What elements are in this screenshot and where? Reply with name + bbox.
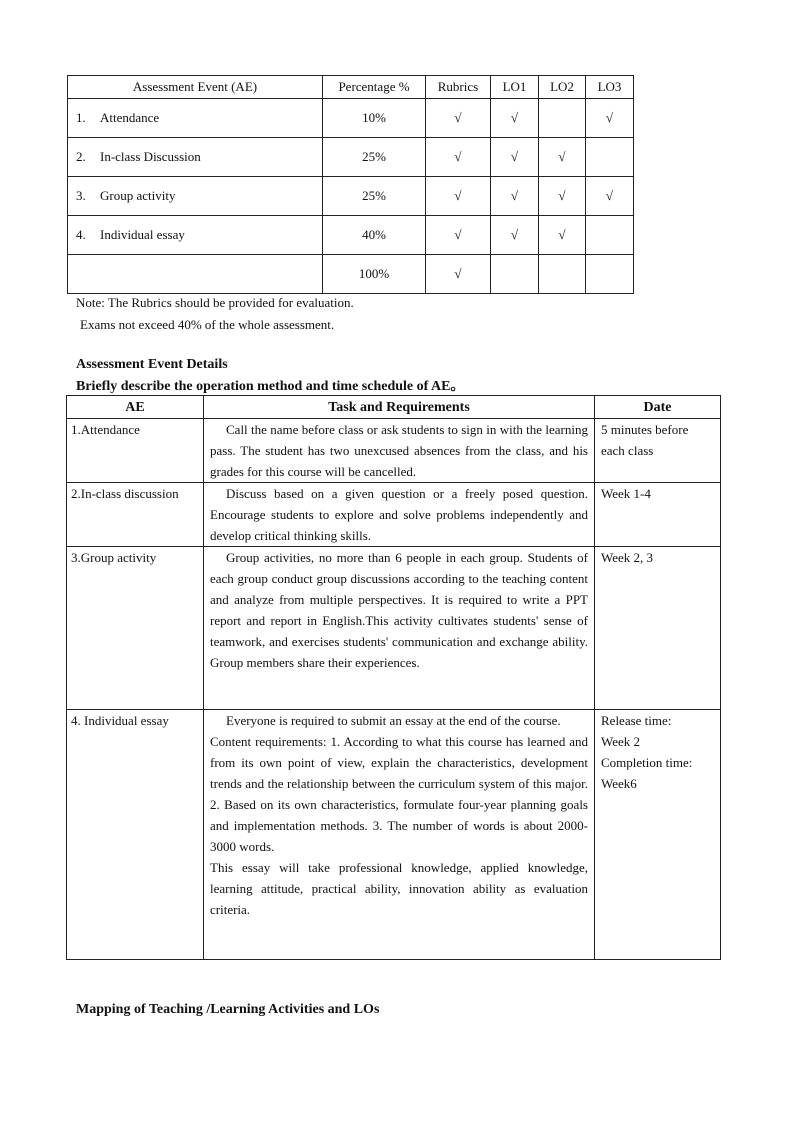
table-row	[68, 138, 634, 177]
event-cell	[68, 255, 323, 294]
lo1-cell: √	[491, 177, 539, 216]
lo3-cell	[586, 138, 634, 177]
table-row	[67, 419, 721, 483]
event-number: 3.	[76, 188, 86, 203]
lo1-cell	[491, 255, 539, 294]
event-cell	[68, 138, 323, 177]
event-number: 2.	[76, 149, 86, 164]
lo2-cell	[539, 255, 586, 294]
date-line: Release time:	[601, 713, 672, 728]
event-cell	[68, 216, 323, 255]
ae-cell: 2.In-class discussion	[67, 483, 204, 547]
event-name: In-class Discussion	[100, 149, 201, 164]
header-cell: LO1	[491, 76, 539, 99]
ae-cell: 1.Attendance	[67, 419, 204, 483]
task-cell	[204, 547, 595, 710]
rubrics-cell: √	[426, 255, 491, 294]
date-line: 5 minutes before each class	[601, 422, 689, 458]
task-paragraph: This essay will take professional knowledge, applied knowledge, learning attitude, practical ability, innovation ability as evaluation criteria.	[210, 860, 588, 917]
header-cell: Assessment Event (AE)	[68, 76, 323, 99]
task-paragraph: Discuss based on a given question or a freely posed question. Encourage students to explore and solve problems independently and develop critical thinking skills.	[210, 486, 588, 543]
table-row	[68, 177, 634, 216]
lo3-cell: √	[586, 177, 634, 216]
table-row	[67, 547, 721, 710]
event-number: 1.	[76, 110, 86, 125]
header-cell: Date	[595, 396, 721, 419]
date-line: Completion time:	[601, 755, 693, 770]
lo3-cell	[586, 255, 634, 294]
pct-cell: 40%	[323, 216, 426, 255]
date-cell	[595, 419, 721, 483]
pct-cell: 25%	[323, 177, 426, 216]
date-cell	[595, 547, 721, 710]
date-line: Week6	[601, 776, 637, 791]
note-line: Note: The Rubrics should be provided for evaluation.	[76, 295, 354, 310]
event-cell	[68, 177, 323, 216]
header-cell: Task and Requirements	[204, 396, 595, 419]
task-paragraph: Group activities, no more than 6 people in each group. Students of each group conduct group discussions according to the teaching content and analyze from multiple perspectives. It is required to write a PPT report and report in English.This activity cultivates students' sense of teamwork, and exercises students' communication and exchange ability. Group members share their experiences.	[210, 550, 588, 670]
table-header-row	[68, 76, 634, 99]
ae-cell: 3.Group activity	[67, 547, 204, 710]
lo2-cell: √	[539, 138, 586, 177]
pct-cell: 25%	[323, 138, 426, 177]
event-cell	[68, 99, 323, 138]
rubrics-cell: √	[426, 216, 491, 255]
lo1-cell: √	[491, 216, 539, 255]
assessment-weighting-table	[67, 75, 634, 294]
section-title: Mapping of Teaching /Learning Activities and LOs	[76, 1002, 380, 1017]
rubrics-cell: √	[426, 138, 491, 177]
lo2-cell	[539, 99, 586, 138]
table-row	[67, 710, 721, 960]
task-paragraph: Content requirements: 1. According to what this course has learned and from its own point of view, explain the characteristics, development trends and the relationship between the curriculum system of this major. 2. Based on its own characteristics, formulate four-year planning goals and implementation methods. 3. The number of words is about 2000-3000 words.	[210, 734, 588, 854]
task-cell	[204, 710, 595, 960]
date-cell	[595, 483, 721, 547]
date-line: Week 1-4	[601, 486, 651, 501]
note-line: Exams not exceed 40% of the whole assessment.	[80, 317, 335, 332]
header-cell: LO3	[586, 76, 634, 99]
task-paragraph: Call the name before class or ask students to sign in with the learning pass. The student has two unexcused absences from the class, and his grades for this course will be cancelled.	[210, 422, 588, 479]
task-paragraph: Everyone is required to submit an essay at the end of the course.	[226, 713, 561, 728]
task-cell	[204, 419, 595, 483]
rubrics-cell: √	[426, 99, 491, 138]
assessment-details-table	[66, 395, 721, 960]
header-cell: Rubrics	[426, 76, 491, 99]
table-header-row	[67, 396, 721, 419]
lo3-cell: √	[586, 99, 634, 138]
pct-cell: 100%	[323, 255, 426, 294]
section-subtitle: Briefly describe the operation method and time schedule of AE。	[76, 379, 465, 394]
table-row	[68, 99, 634, 138]
date-line: Week 2, 3	[601, 550, 654, 565]
table-row	[68, 216, 634, 255]
table-row	[67, 483, 721, 547]
ae-cell: 4. Individual essay	[67, 710, 204, 960]
event-name: Group activity	[100, 188, 176, 203]
lo2-cell: √	[539, 177, 586, 216]
event-name: Attendance	[100, 110, 160, 125]
task-cell	[204, 483, 595, 547]
event-number: 4.	[76, 227, 86, 242]
header-cell: LO2	[539, 76, 586, 99]
date-line: Week 2	[601, 734, 641, 749]
pct-cell: 10%	[323, 99, 426, 138]
lo2-cell: √	[539, 216, 586, 255]
header-cell: AE	[67, 396, 204, 419]
date-cell	[595, 710, 721, 960]
section-title: Assessment Event Details	[76, 357, 228, 372]
lo3-cell	[586, 216, 634, 255]
table-row	[68, 255, 634, 294]
lo1-cell: √	[491, 99, 539, 138]
header-cell: Percentage %	[323, 76, 426, 99]
lo1-cell: √	[491, 138, 539, 177]
event-name: Individual essay	[100, 227, 185, 242]
rubrics-cell: √	[426, 177, 491, 216]
